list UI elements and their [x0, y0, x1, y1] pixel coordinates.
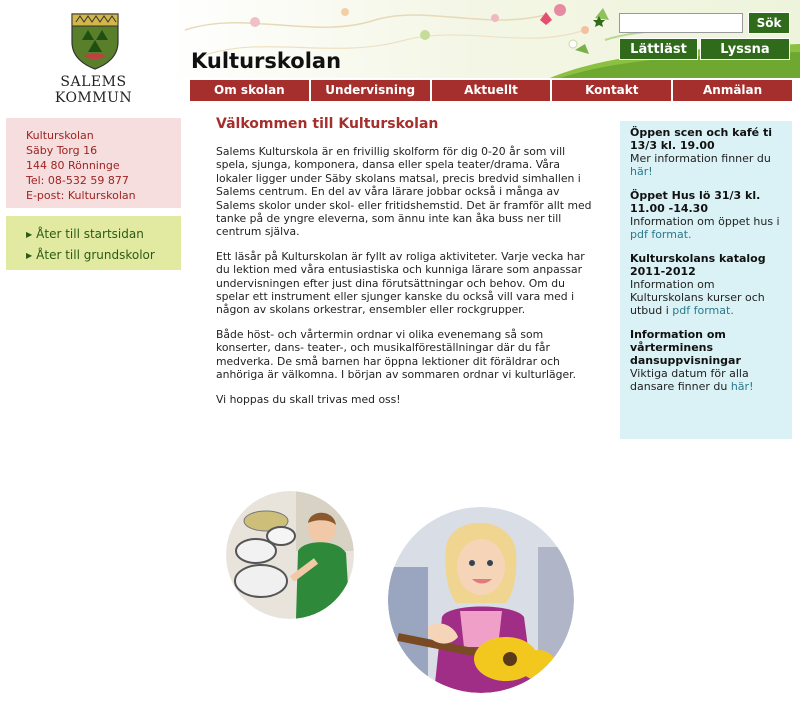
main-navigation — [190, 80, 792, 101]
nav-undervisning[interactable]: Undervisning — [311, 80, 430, 101]
brand-name-line2: KOMMUN — [54, 90, 133, 106]
contact-phone: Tel: 08-532 59 877 — [26, 174, 129, 187]
salems-kommun-logo[interactable] — [6, 6, 181, 106]
events-paragraph: Både höst- och vårtermin ordnar vi olika evenemang så som konserter, dans- teater-, och musikalföreställningar där du får medverka. De små barnen har öppna lektioner dit föräldrar och anhöriga är välkomna. I början av sommaren ordnar vi kulturläger. — [216, 327, 577, 382]
ukulele-girl-photo — [388, 507, 574, 693]
school-year-paragraph: Ett läsår på Kulturskolan är fyllt av roliga aktiviteter. Varje vecka har du lektion med våra entusiastiska och kunniga lärare som anpassar undervisningen efter just dina förutsättningar och behov. Om du spelar ett instrument eller sjunger kanske du också vill vara med i någon av skolans orkestrar, ensembler eller rockgrupper. — [216, 249, 585, 317]
news-link[interactable]: pdf format. — [672, 304, 734, 317]
news-item — [630, 328, 786, 393]
news-text — [630, 215, 786, 241]
news-text — [630, 367, 786, 393]
search-button[interactable]: Sök — [748, 12, 790, 34]
main-content — [216, 116, 596, 417]
arrow-right-icon: ▶ — [26, 230, 33, 239]
news-title: Öppen scen och kafé ti 13/3 kl. 19.00 — [630, 126, 772, 152]
easy-read-button[interactable]: Lättläst — [619, 38, 698, 60]
arrow-right-icon: ▶ — [26, 251, 33, 260]
contact-postal: 144 80 Rönninge — [26, 159, 120, 172]
site-title: Kulturskolan — [191, 49, 342, 73]
news-title: Information om vårterminens dansuppvisningar — [630, 328, 741, 367]
contact-street: Säby Torg 16 — [26, 144, 98, 157]
news-text — [630, 278, 786, 317]
news-body: Mer information finner du — [630, 152, 771, 165]
back-to-start-label: Åter till startsidan — [36, 227, 144, 241]
contact-box — [6, 118, 181, 208]
drummer-photo — [226, 491, 354, 619]
nav-aktuellt[interactable]: Aktuellt — [432, 80, 551, 101]
news-item — [630, 126, 786, 178]
news-link[interactable]: här! — [730, 380, 754, 393]
contact-name: Kulturskolan — [26, 129, 94, 142]
nav-anmalan[interactable]: Anmälan — [673, 80, 792, 101]
news-title: Kulturskolans katalog 2011-2012 — [630, 252, 766, 278]
news-body: Viktiga datum för alla dansare finner du — [630, 367, 749, 393]
closing-paragraph: Vi hoppas du skall trivas med oss! — [216, 392, 401, 406]
coat-of-arms-icon — [70, 12, 120, 70]
page-heading: Välkommen till Kulturskolan — [216, 116, 439, 132]
search-input[interactable] — [619, 13, 743, 33]
brand-name — [6, 74, 181, 106]
news-sidebar — [620, 121, 792, 439]
back-to-schools-link[interactable] — [26, 245, 181, 266]
nav-kontakt[interactable]: Kontakt — [552, 80, 671, 101]
intro-paragraph: Salems Kulturskola är en frivillig skolform för dig 0-20 år som vill spela, sjunga, komponera, dansa eller spela teater/drama. Våra lokaler ligger under Säby skolans matsal, precis bredvid simhallen i Salems centrum. En del av våra lärare jobbar också i många av Salems skolor under skol- eller fritidshemstid. Det är framför allt med tanke på de yngre eleverna, som ännu inte kan åka buss ner till centrum själva. — [216, 145, 592, 239]
news-body: Information om Kulturskolans kurser och utbud i — [630, 278, 765, 317]
news-body: Information om öppet hus i — [630, 215, 780, 228]
news-item — [630, 252, 786, 317]
listen-button[interactable]: Lyssna — [700, 38, 790, 60]
news-item — [630, 189, 786, 241]
news-title: Öppet Hus lö 31/3 kl. 11.00 -14.30 — [630, 189, 761, 215]
contact-email-link[interactable]: E-post: Kulturskolan — [26, 189, 136, 202]
back-to-schools-label: Åter till grundskolor — [36, 248, 155, 262]
news-link[interactable]: pdf format. — [630, 228, 692, 241]
nav-om-skolan[interactable]: Om skolan — [190, 80, 309, 101]
news-link[interactable]: här! — [630, 165, 653, 178]
news-text — [630, 152, 786, 178]
back-links — [6, 216, 181, 270]
back-to-start-link[interactable] — [26, 224, 181, 245]
brand-name-line1: SALEMS — [60, 74, 127, 90]
